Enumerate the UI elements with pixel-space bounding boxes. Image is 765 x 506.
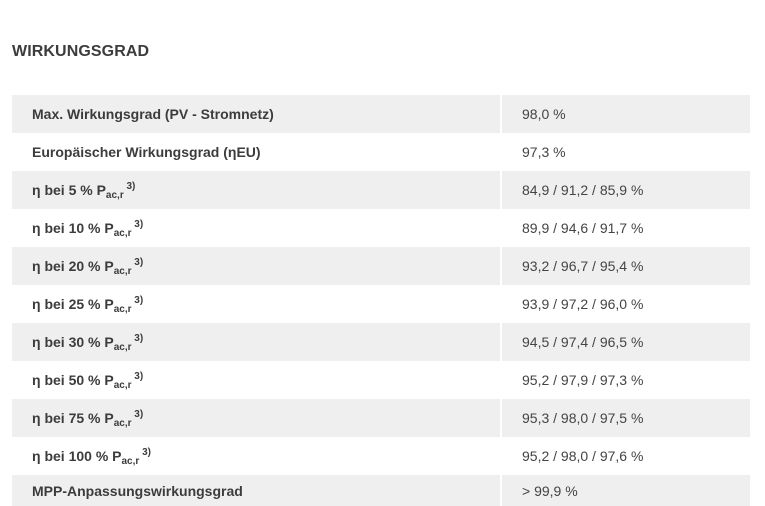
row-label [12,171,501,209]
label-text: bei 75 % P [40,410,114,426]
footnote-ref: 3) [131,257,144,268]
label-subscript: ac,r [113,266,132,277]
eta-symbol: η [32,258,41,274]
footnote-ref: 3) [131,409,144,420]
table-row-eta-100 [12,437,750,475]
eta-symbol: η [32,182,41,198]
row-label [12,437,501,475]
footnote-ref: 3) [131,371,144,382]
footnote-ref: 3) [123,181,136,192]
label-text: bei 20 % P [40,258,114,274]
table-row-max-efficiency [12,95,750,133]
row-label [12,285,501,323]
row-label [12,323,501,361]
row-value: 93,2 / 96,7 / 95,4 % [501,247,750,285]
label-subscript: ac,r [113,380,132,391]
footnote-ref: 3) [131,295,144,306]
row-value: 95,2 / 98,0 / 97,6 % [522,448,644,464]
row-value: 97,3 % [522,144,566,160]
label-subscript: ac,r [113,342,132,353]
eta-symbol: η [32,410,41,426]
label-text: bei 30 % P [40,334,114,350]
row-label [12,399,501,437]
footnote-ref: 3) [139,447,151,458]
row-label [12,209,501,247]
row-value: 94,5 / 97,4 / 96,5 % [501,323,750,361]
label-subscript: ac,r [105,190,124,201]
label-subscript: ac,r [121,456,140,467]
row-value: > 99,9 % [501,475,750,506]
eta-symbol: η [32,372,41,388]
table-row-european-efficiency [12,133,750,171]
label-text: bei 25 % P [40,296,114,312]
row-label [12,247,501,285]
row-value: 95,3 / 98,0 / 97,5 % [501,399,750,437]
label-text: bei 100 % P [40,448,122,464]
footnote-ref: 3) [131,219,144,230]
table-row-eta-75 [12,399,750,437]
table-row-mpp-efficiency [12,475,750,506]
row-value: 98,0 % [501,95,750,133]
footnote-ref: 3) [131,333,144,344]
row-label: Max. Wirkungsgrad (PV - Stromnetz) [12,95,501,133]
row-label: MPP-Anpassungswirkungsgrad [12,475,501,506]
label-subscript: ac,r [113,418,132,429]
eta-symbol: η [32,334,41,350]
table-row-eta-10 [12,209,750,247]
efficiency-spec-table [12,95,750,506]
label-text: bei 10 % P [40,220,114,236]
row-value: 84,9 / 91,2 / 85,9 % [501,171,750,209]
row-value: 93,9 / 97,2 / 96,0 % [522,296,644,312]
row-value: 89,9 / 94,6 / 91,7 % [522,220,644,236]
label-subscript: ac,r [113,304,132,315]
label-subscript: ac,r [113,228,132,239]
eta-symbol: η [32,220,41,236]
table-row-eta-30 [12,323,750,361]
table-row-eta-5 [12,171,750,209]
section-title: WIRKUNGSGRAD [12,43,150,60]
table-row-eta-25 [12,285,750,323]
label-text: bei 5 % P [40,182,106,198]
row-label [12,361,501,399]
eta-symbol: η [32,448,41,464]
table-row-eta-50 [12,361,750,399]
table-row-eta-20 [12,247,750,285]
label-text: bei 50 % P [40,372,114,388]
row-label: Europäischer Wirkungsgrad (ηEU) [12,133,501,171]
row-value: 95,2 / 97,9 / 97,3 % [522,372,644,388]
eta-symbol: η [32,296,41,312]
